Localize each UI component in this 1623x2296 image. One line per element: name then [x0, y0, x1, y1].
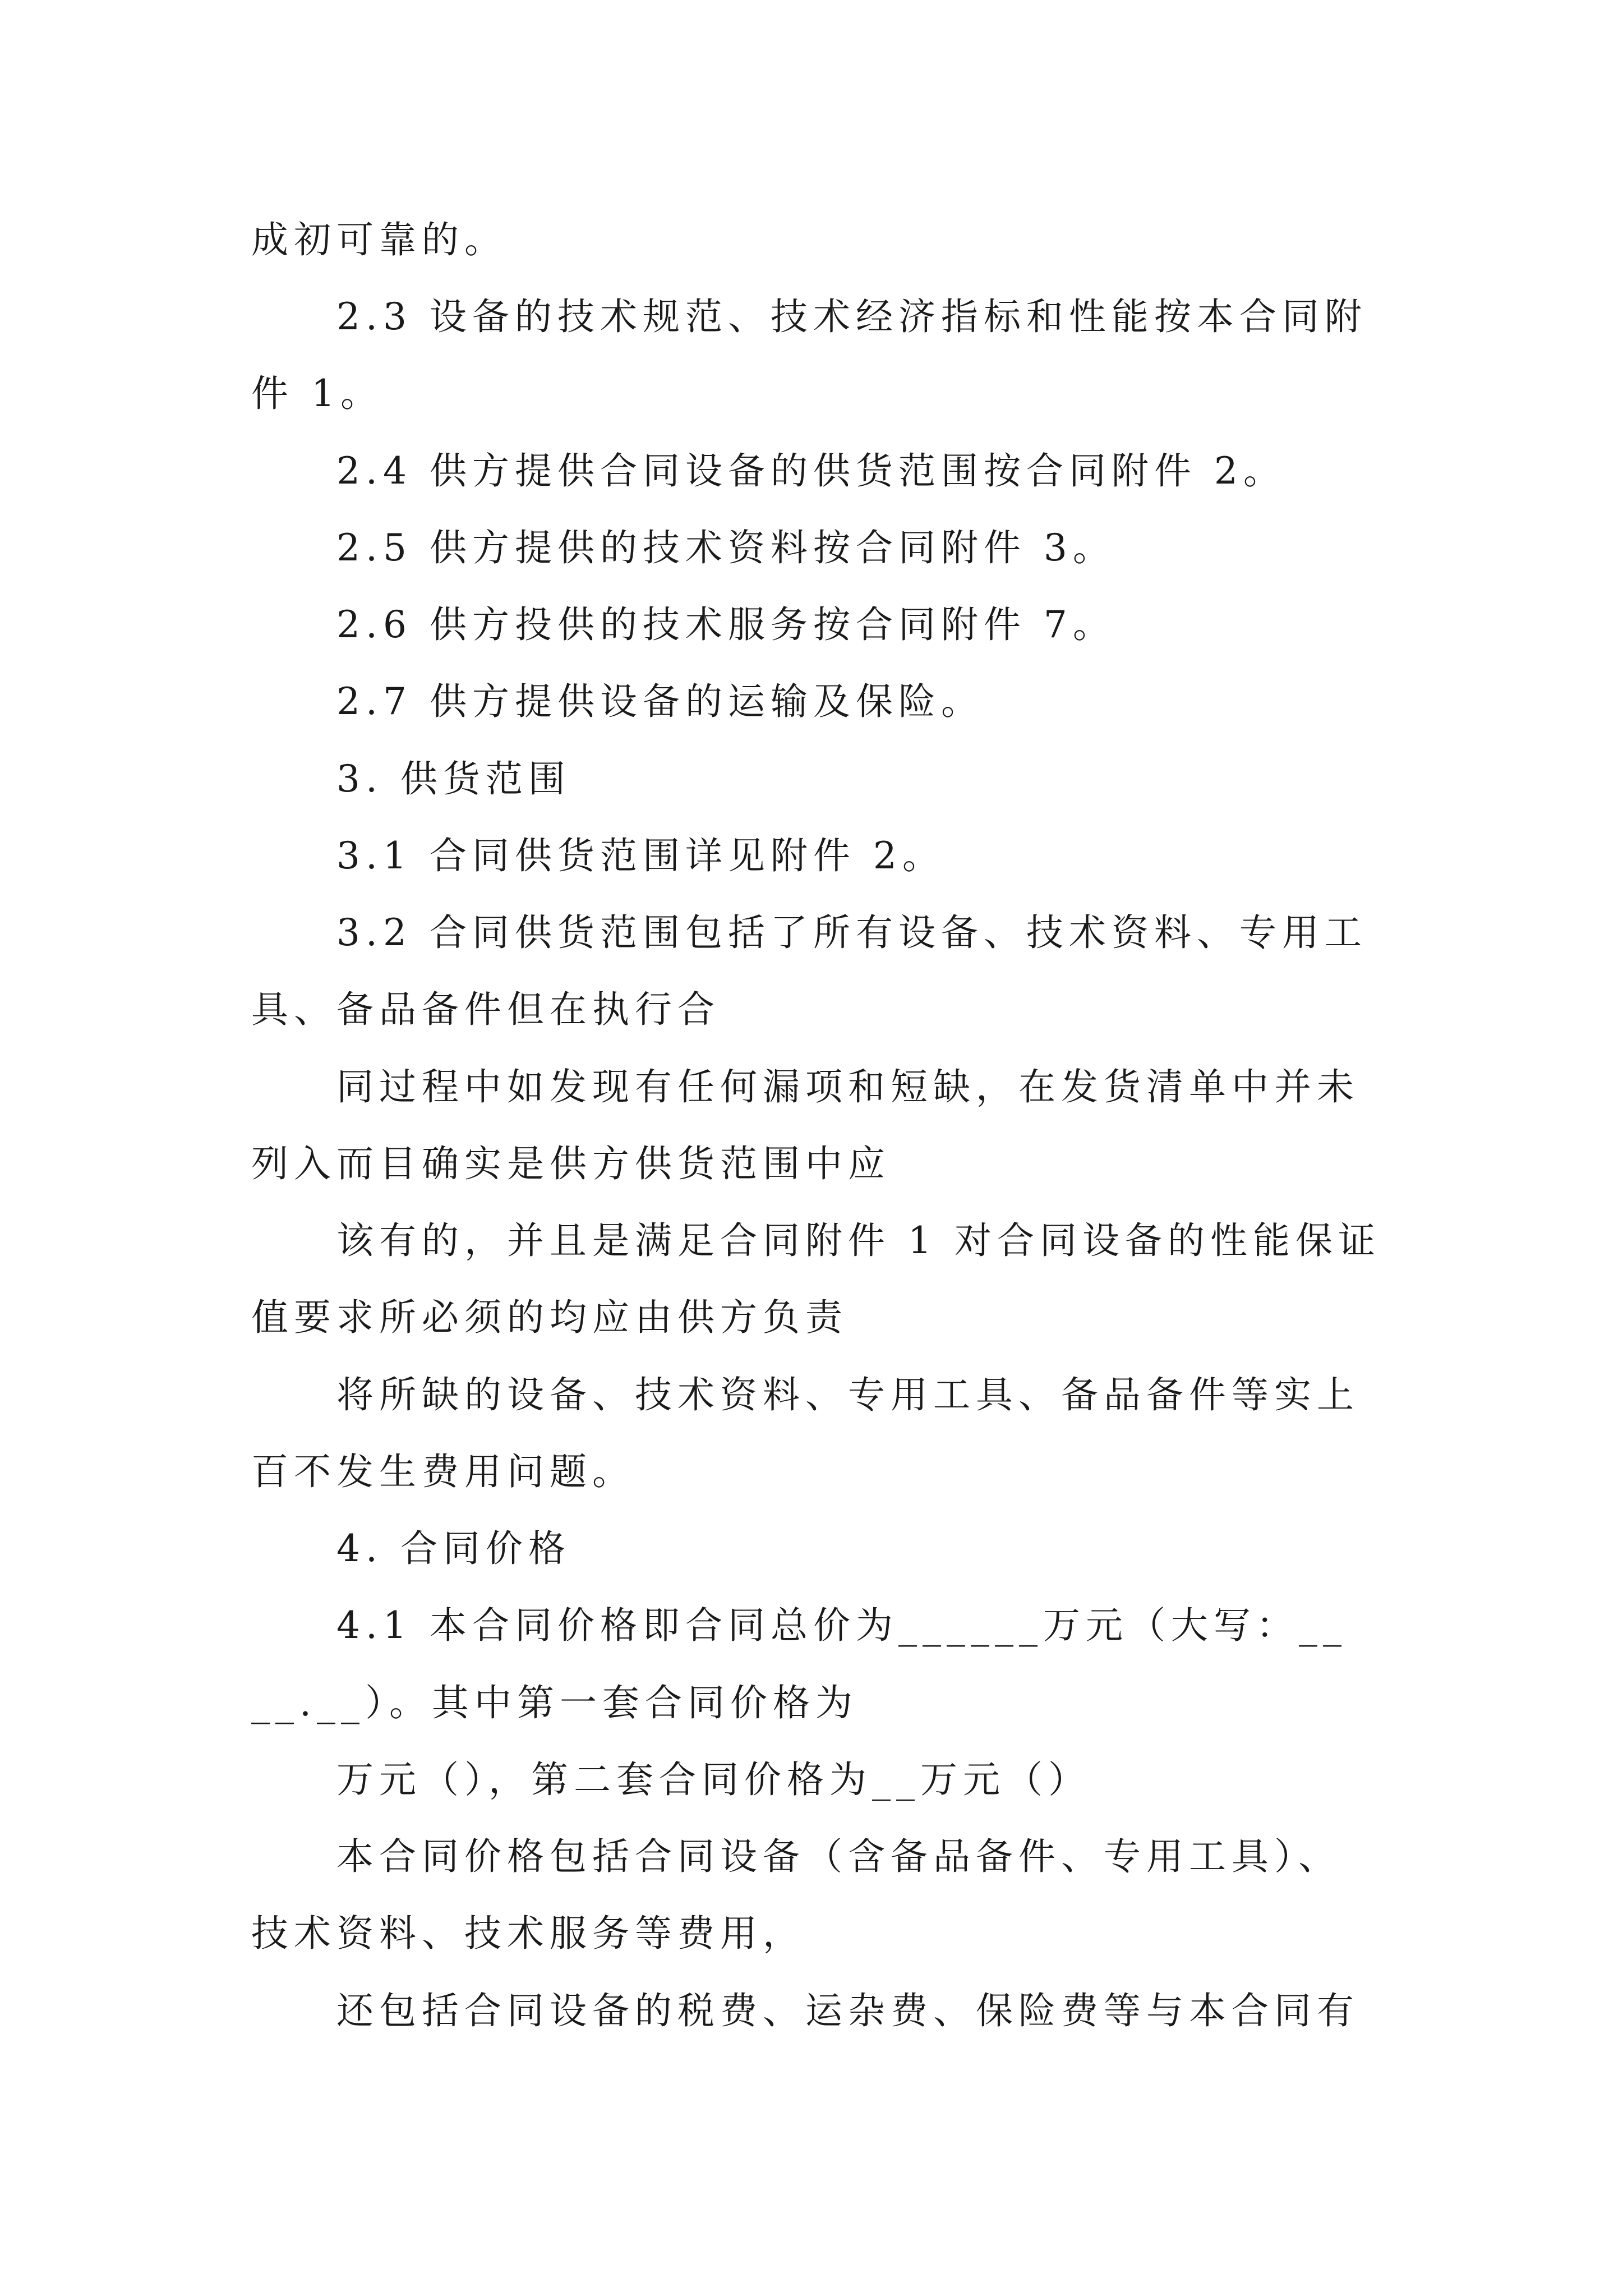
text-line: 3.1 合同供货范围详见附件 2。 [336, 834, 945, 877]
text-line: 值要求所必须的均应由供方负责 [251, 1296, 848, 1339]
text-line: 2.7 供方提供设备的运输及保险。 [336, 680, 984, 723]
text-line: 还包括合同设备的税费、运杂费、保险费等与本合同有 [336, 1989, 1359, 2032]
text-line: 件 1。 [251, 372, 383, 415]
text-line: 2.5 供方提供的技术资料按合同附件 3。 [336, 526, 1115, 569]
text-line: 成初可靠的。 [251, 218, 507, 261]
text-line: 技术资料、技术服务等费用， [251, 1912, 805, 1955]
text-line: __.__）。其中第一套合同价格为 [251, 1681, 858, 1724]
text-line: 本合同价格包括合同设备（含备品备件、专用工具）、 [336, 1835, 1341, 1878]
text-line: 万元（），第二套合同价格为__万元（） [336, 1758, 1091, 1801]
text-line: 2.6 供方投供的技术服务按合同附件 7。 [336, 603, 1115, 646]
text-line: 该有的，并且是满足合同附件 1 对合同设备的性能保证 [336, 1219, 1381, 1262]
section-heading: 4. 合同价格 [336, 1527, 571, 1570]
text-line: 2.3 设备的技术规范、技术经济指标和性能按本合同附 [336, 295, 1367, 338]
text-line: 百不发生费用问题。 [251, 1450, 635, 1493]
text-line: 同过程中如发现有任何漏项和短缺，在发货清单中并未 [336, 1065, 1359, 1108]
text-line: 3.2 合同供货范围包括了所有设备、技术资料、专用工 [336, 911, 1367, 954]
section-heading: 3. 供货范围 [336, 757, 571, 800]
text-line: 4.1 本合同价格即合同总价为______万元（大写：__ [336, 1604, 1347, 1647]
text-line: 将所缺的设备、技术资料、专用工具、备品备件等实上 [336, 1373, 1359, 1416]
text-line: 列入而目确实是供方供货范围中应 [251, 1142, 891, 1185]
text-line: 具、备品备件但在执行合 [251, 988, 720, 1031]
text-line: 2.4 供方提供合同设备的供货范围按合同附件 2。 [336, 449, 1286, 493]
